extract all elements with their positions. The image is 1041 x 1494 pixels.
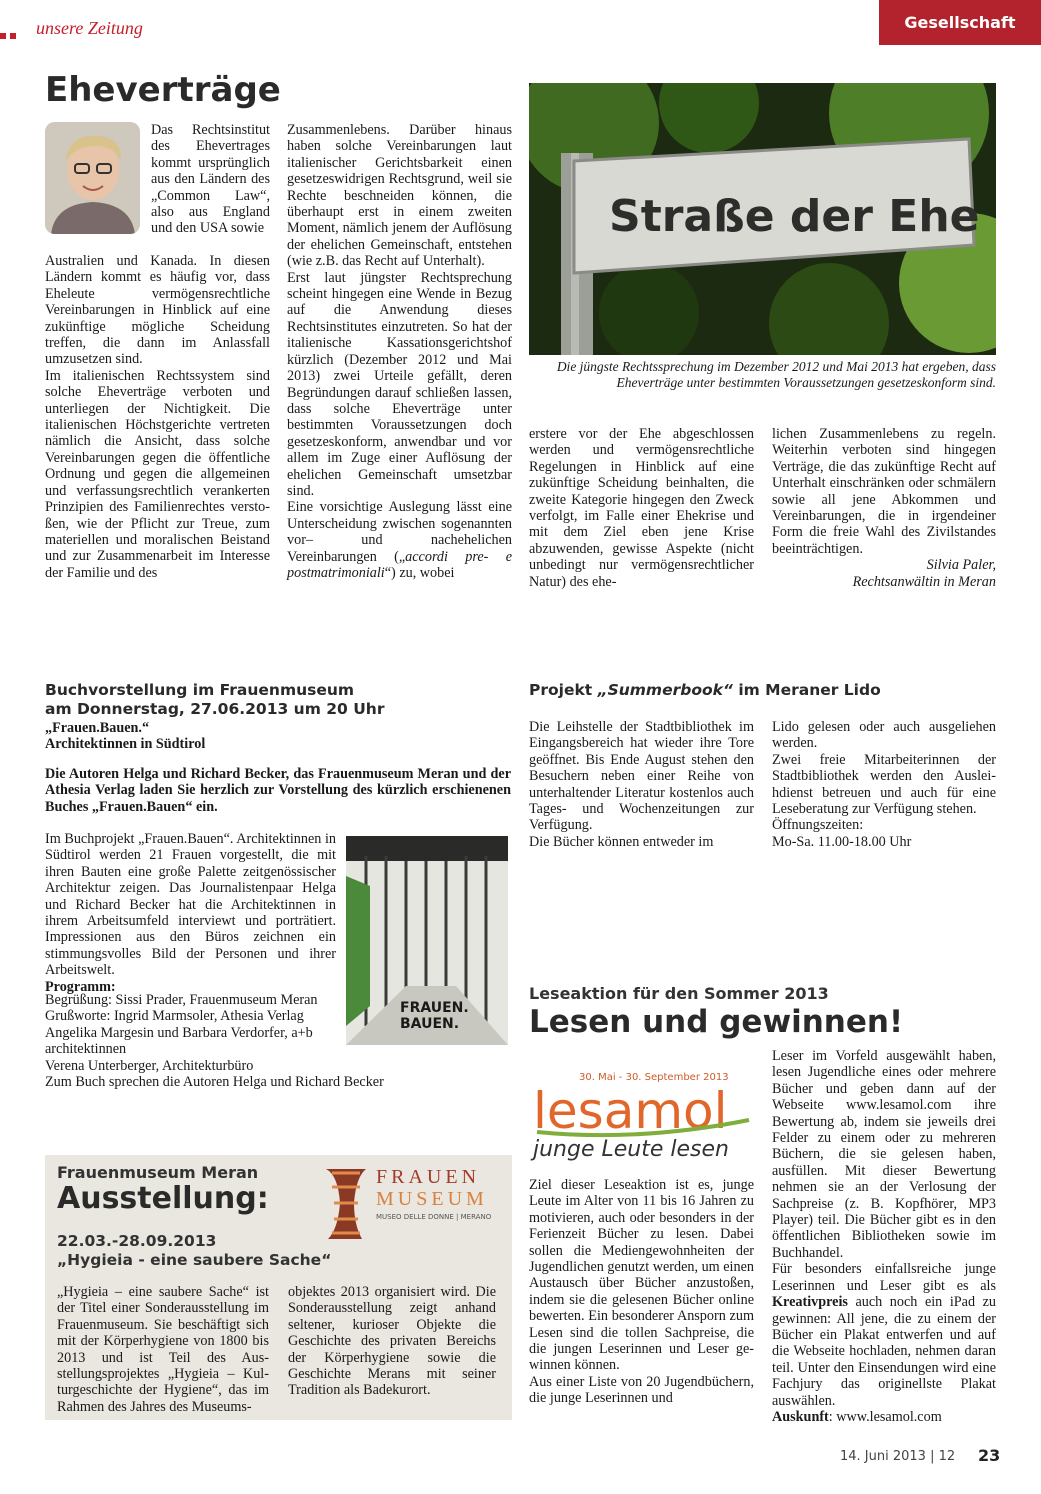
article5-kicker: Leseaktion für den Sommer 2013 [529,984,829,1003]
exhibition-col2: objektes 2013 organisiert wird. Die Sonderausstellung zeigt anhand seltener, kurioser Objekte die Geschichte des privaten Bereichs der Körperhygiene sowie die Geschichte Merans mit seiner Tradition als Badekurort. [288,1284,496,1399]
article5-col2: Leser im Vorfeld ausgewählt haben, lesen Jugendliche eines oder mehrere Bücher und geben dann auf der Webseite www.lesamol.com ihre Bewertung ab, indem sie jeweils drei Felder zu einem oder zu mehreren Büchern, die sie gelesen haben, ausfüllen. Mit dieser Bewertung nehmen sie an der Verlosung der Sachpreise (z. B. Kopfhörer, MP3 Player) teil. Die Bücher gibt es in den öffentlichen Bibliotheken sowie im Buchhandel. Für besonders einfallsreiche junge Leserinnen und Leser gibt es als Kreativpreis auch noch ein iPad zu gewinnen: All jene, die zu einem der Bücher ein Plakat entwerfen und auf die Webseite hochladen, nehmen daran teil. Unter den Einsendungen wird eine Fachjury das originellste Plakat auswählen. Auskunft: www.lesamol.com [772,1048,996,1425]
author-photo [45,122,140,234]
article4-col2: Lido gelesen oder auch ausgeliehen werden. Zwei freie Mitarbeiterinnen der Stadtbibliothek werden den Ausleihdienst betreuen und auch für eine Leseberatung zur Verfügung stehen. Öffnungszeiten: Mo-Sa. 11.00-18.00 Uhr [772,719,996,850]
article-title: Eheverträge [45,70,281,110]
article1-col4 [772,426,996,590]
book-cover-image [346,836,508,1045]
paragraph: Im italienischen Rechtssystem sind solche Eheverträge verboten und unterliegen der Nichtigkeit. Die italienischen Höchstgerichte vertreten nämlich die Ansicht, dass solche Vereinbarungen gegen die öffentliche Ordnung und gegen die allgemeinen und verfassungsrechtlich verankerten Prinzipien des Familienrechtes verstoßen, wie der Pflicht zur Treue, zum materiellen und moralischen Beistand und zur Zusammenarbeit im Interesse der Familie und des [45,367,270,581]
footer-date: 14. Juni 2013 | 12 [840,1449,956,1464]
exhibition-dates: 22.03.-28.09.2013 [57,1232,217,1250]
corset-icon [318,1163,508,1243]
street-sign-photo [529,83,996,355]
book-title-line1: FRAUEN. [400,1000,469,1016]
frauenmuseum-logo [318,1163,508,1243]
article2-subtitle: „Frauen.Bauen.“ Architektinnen in Südtirol [45,720,206,753]
logo-dates: 30. Mai - 30. September 2013 [579,1072,729,1083]
program-list [45,992,384,1091]
author-role: Rechtsanwältin in Meran [852,573,996,590]
program-item: Grußworte: Ingrid Marmsoler, Athesia Verlag [45,1008,304,1025]
exhibition-kicker: Frauenmuseum Meran [57,1163,259,1182]
portrait-image [45,122,140,234]
article1-col1 [45,253,270,581]
brand-square [10,33,16,39]
program-item: Zum Buch sprechen die Autoren Helga und Richard Becker [45,1074,384,1091]
book-title-line2: BAUEN. [400,1016,460,1032]
logo-word: lesamol [533,1082,728,1140]
article1-col2 [287,122,512,581]
paragraph: lichen Zusammenlebens zu regeln. Weiterhin verboten sind hingegen Verträge, die das zukünftige Recht auf Unterhalt einschränken oder schmälern sowie all jene Abkommen und Vereinbarungen, die in irgendeiner Form die freie Wahl des Zivilstandes beeinträchtigen. [772,426,996,557]
contact-label: Auskunft [772,1408,829,1425]
section-tab: Gesellschaft [879,0,1041,45]
contact-value: : www.lesamol.com [828,1408,942,1425]
book-cover [346,836,508,1045]
author-name: Silvia Paler, [926,557,996,574]
article4-title: Projekt „Summerbook“ im Meraner Lido [529,681,881,699]
paragraph: Eine vorsichtige Auslegung lässt eine Unterscheidung zwischen sogenannten vor– und nachehelichen Vereinbarungen („accordi pre- e postmatrimoniali“) zu, wobei [287,499,512,581]
logo-tagline: junge Leute lesen [533,1137,729,1162]
article2-body: Im Buchprojekt „Frauen.Bauen“. Architektinnen in Südtirol werden 21 Frauen vorgestellt, die mit ihren Bauten eine große Palette zeitgenössischer Architektur zeigen. Das Journalistenpaar Helga und Richard Becker hat die Architektinnen in ihrem Arbeitsumfeld interviewt und porträtiert. Impressionen aus den Büros zeichnen ein stimmungsvolles Bild der Personen und ihrer Arbeitswelt. Programm: [45,831,336,995]
article4-col1: Die Leihstelle der Stadtbibliothek im Eingangsbereich hat wieder ihre Tore geöffnet. Bis Ende August stehen den Besuchern neben einer Reihe von unterhaltender Literatur kostenlos auch Tages- und Wochenzeitungen zur Verfügung. Die Bücher können entweder im [529,719,754,850]
program-item: Angelika Margesin und Barbara Verdorfer, a+b architektinnen [45,1024,313,1058]
lesamol-logo [529,1062,759,1172]
article1-col3: erstere vor der Ehe abgeschlossen werden und vermögensrechtliche Regelungen in Hinblick auf eine zukünftige Scheidung beinhalten, die zweite Kategorie hingegen den Zweck verfolgt, im Falle einer Ehekrise und mit dem Ziel eben jene Krise abzuwenden, gewisse Aspekte (nicht unbedingt nur vermögensrechtlicher Natur) des ehe- [529,426,754,590]
paragraph: Zusammenlebens. Darüber hinaus haben solche Vereinbarungen laut italienischer Gerichtsbarkeit einen gesetzeswidrigen Rechtsgrund, weil sie Rechte beschneiden können, die überhaupt erst in einem zweiten Moment, nämlich jenem der Auflösung der ehelichen Gemeinschaft, entstehen (wie z.B. das Recht auf Unterhalt). [287,122,512,270]
paragraph: Australien und Kanada. In diesen Ländern kommt es häufig vor, dass Eheleute vermögensrechtliche Vereinbarungen in Hinblick auf eine zukünftige mögliche Scheidung treffen, die dann im Anlassfall umzusetzen sind. [45,253,270,368]
logo-line2: MUSEUM [376,1188,488,1210]
article5-col1: Ziel dieser Leseaktion ist es, junge Leute im Alter von 11 bis 16 Jahren zu motivieren, auch oder besonders in der Ferienzeit Bücher zu lesen. Dabei sollen die Mediengewohnheiten der Jugendlichen genutzt werden, um einen Austausch über Bücher anzustoßen, indem sie die gelesenen Bücher online bewerten. Ein besonderer Ansporn zum Lesen sind die tollen Sachpreise, die die jungen Leserinnen und Leser gewinnen können. Aus einer Liste von 20 Jugendbüchern, die junge Leserinnen und [529,1177,754,1407]
brand-marks [0,26,20,44]
lesamol-logo-image [529,1062,759,1172]
exhibition-name: „Hygieia - eine saubere Sache“ [57,1251,332,1269]
page-number: 23 [978,1446,1001,1465]
program-item: Begrüßung: Sissi Prader, Frauenmuseum Meran [45,992,318,1008]
sign-text: Straße der Ehe [609,191,980,242]
exhibition-col1: „Hygieia – eine saubere Sache“ ist der Titel einer Sonderausstellung im Frauenmuseum. Sie beschäftigt sich mit der Körperhygiene von 1800 bis 2013 und ist Teil des Ausstellungsprojektes „Hygieia – Kulturgeschichte der Hygiene“, das im Rahmen des Jahres des Museums- [57,1284,269,1415]
article1-col1-top: Das Rechtsinstitut des Ehevertrages kommt ursprünglich aus den Ländern des „Common Law“, also aus England und den USA sowie [151,122,270,237]
program-item: Verena Unterberger, Architekturbüro [45,1057,254,1074]
article5-title: Lesen und gewinnen! [529,1004,904,1040]
paragraph: Erst laut jüngster Rechtsprechung scheint hingegen eine Wende in Bezug auf die Anwendung dieses Rechtsinstitutes einzutreten. So hat der italienische Kassationsgerichtshof kürzlich (Dezember 2012 und Mai 2013) zwei Urteile gefällt, deren Begründungen darauf schließen lassen, dass solche Eheverträge unter bestimmten Voraussetzungen doch gesetzeskonform, anwendbar und vor allem im Zuge einer Auflösung der ehelichen Gemeinschaft umsetzbar sind. [287,269,512,499]
brand-square [0,33,6,39]
magazine-logo: unsere Zeitung [36,18,143,38]
article2-title: Buchvorstellung im Frauenmuseum am Donnerstag, 27.06.2013 um 20 Uhr [45,681,385,718]
photo-image [529,83,996,355]
program-label: Programm: [45,978,116,995]
logo-line1: FRAUEN [376,1166,481,1188]
exhibition-title: Ausstellung: [57,1181,269,1216]
logo-line3: MUSEO DELLE DONNE | MERANO [376,1213,492,1221]
photo-caption: Die jüngste Rechtssprechung im Dezember 2012 und Mai 2013 hat ergeben, dass Eheverträge unter bestimmten Voraussetzungen gesetzeskonform sind. [556,359,996,390]
article2-lead: Die Autoren Helga und Richard Becker, das Frauenmuseum Meran und der Athesia Verlag laden Sie herzlich zur Vorstellung des kürzlich erschienenen Buches „Frauen.Bauen“ ein. [45,766,511,815]
